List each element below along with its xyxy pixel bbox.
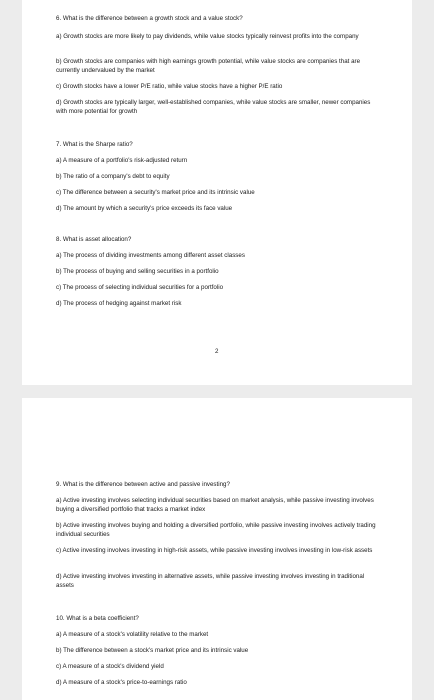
question-9-option-b bbox=[56, 521, 382, 539]
question-10-option-b bbox=[56, 646, 382, 655]
option-text: a) Growth stocks are more likely to pay dividends, while value stocks typically reinvest profits into the company bbox=[56, 33, 359, 40]
question-6 bbox=[56, 14, 382, 23]
question-text: 8. What is asset allocation? bbox=[56, 236, 132, 243]
question-9-option-c bbox=[56, 546, 382, 555]
option-text: c) Active investing involves investing in high-risk assets, while passive investing involves investing in low-risk assets bbox=[56, 547, 373, 554]
option-text: d) The process of hedging against market risk bbox=[56, 300, 182, 307]
option-text: b) The process of buying and selling securities in a portfolio bbox=[56, 268, 219, 275]
document-page-1 bbox=[22, 0, 412, 385]
option-text: d) A measure of a stock's price-to-earnings ratio bbox=[56, 679, 187, 686]
question-8-option-a bbox=[56, 251, 382, 260]
question-7-option-a bbox=[56, 156, 382, 165]
option-text: c) A measure of a stock's dividend yield bbox=[56, 663, 164, 670]
question-7-option-b bbox=[56, 172, 382, 181]
question-7-option-c bbox=[56, 188, 382, 197]
question-text: 7. What is the Sharpe ratio? bbox=[56, 141, 133, 148]
question-9-option-d bbox=[56, 572, 382, 590]
option-text: d) Growth stocks are typically larger, well-established companies, while value stocks are smaller, newer companies with more potential for growth bbox=[56, 99, 371, 115]
option-text: b) Active investing involves buying and holding a diversified portfolio, while passive investing involves actively trading individual securities bbox=[56, 522, 376, 538]
question-10-option-d bbox=[56, 678, 382, 687]
question-10-option-a bbox=[56, 630, 382, 639]
question-7 bbox=[56, 140, 382, 149]
question-text: 6. What is the difference between a growth stock and a value stock? bbox=[56, 15, 243, 22]
option-text: b) Growth stocks are companies with high earnings growth potential, while value stocks are companies that are currently undervalued by the market bbox=[56, 58, 361, 74]
question-7-option-d bbox=[56, 204, 382, 213]
option-text: c) The process of selecting individual securities for a portfolio bbox=[56, 284, 224, 291]
question-8-option-c bbox=[56, 283, 382, 292]
option-text: d) The amount by which a security's price exceeds its face value bbox=[56, 205, 233, 212]
page-separator bbox=[0, 385, 434, 398]
option-text: b) The ratio of a company's debt to equity bbox=[56, 173, 170, 180]
option-text: d) Active investing involves investing in alternative assets, while passive investing involves investing in traditional assets bbox=[56, 573, 365, 589]
question-10-option-c bbox=[56, 662, 382, 671]
question-text: 10. What is a beta coefficient? bbox=[56, 615, 139, 622]
question-6-option-d bbox=[56, 98, 382, 116]
question-text: 9. What is the difference between active and passive investing? bbox=[56, 481, 230, 488]
question-6-option-c bbox=[56, 82, 382, 91]
question-8-option-d bbox=[56, 299, 382, 308]
option-text: a) The process of dividing investments among different asset classes bbox=[56, 252, 245, 259]
question-6-option-a bbox=[56, 32, 382, 41]
question-8-option-b bbox=[56, 267, 382, 276]
question-6-option-b bbox=[56, 57, 382, 75]
option-text: a) A measure of a stock's volatility relative to the market bbox=[56, 631, 209, 638]
question-9-option-a bbox=[56, 496, 382, 514]
question-8 bbox=[56, 235, 382, 244]
option-text: b) The difference between a stock's market price and its intrinsic value bbox=[56, 647, 249, 654]
question-10 bbox=[56, 614, 382, 623]
question-9 bbox=[56, 480, 382, 489]
option-text: c) Growth stocks have a lower P/E ratio, while value stocks have a higher P/E ratio bbox=[56, 83, 283, 90]
option-text: c) The difference between a security's market price and its intrinsic value bbox=[56, 189, 255, 196]
document-page-2 bbox=[22, 398, 412, 700]
option-text: a) A measure of a portfolio's risk-adjusted return bbox=[56, 157, 188, 164]
page-number: 2 bbox=[215, 348, 219, 355]
option-text: a) Active investing involves selecting individual securities based on market analysis, while passive investing involves buying a diversified portfolio that tracks a market index bbox=[56, 497, 374, 513]
